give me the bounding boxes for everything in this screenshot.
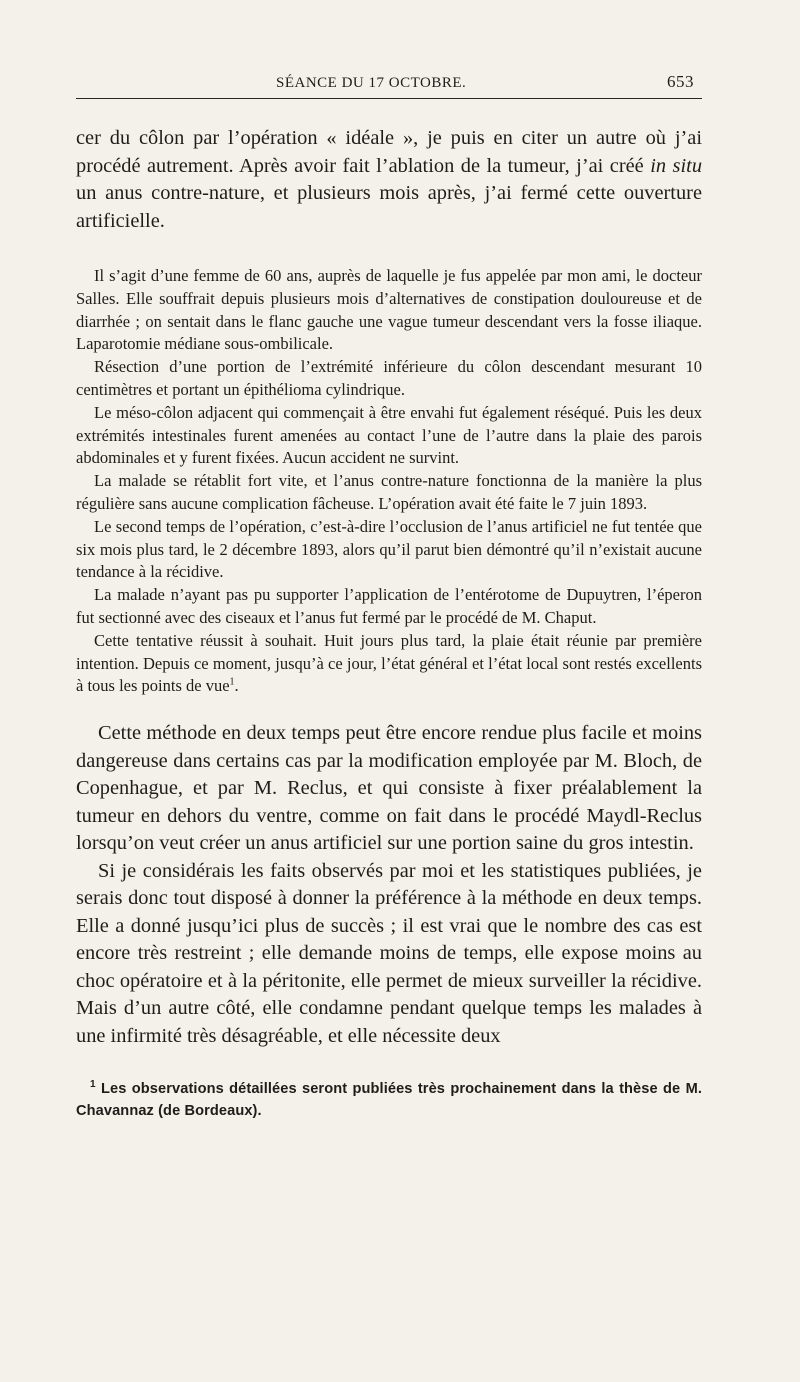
page — [76, 72, 702, 1122]
discussion-paragraph: Cette méthode en deux temps peut être encore rendue plus facile et moins dangereuse dans certains cas par la modification employée par M. Bloch, de Copenhague, et par M. Reclus, et qui consiste à fixer préalablement la tumeur en dehors du ventre, comme on fait dans le procédé Maydl-Reclus lorsqu’on veut créer un anus artificiel sur une portion saine du gros intestin. — [76, 722, 702, 855]
case-paragraph: Le second temps de l’opération, c’est-à-dire l’occlusion de l’anus artificiel ne fut tentée que six mois plus tard, le 2 décembre 1893, alors qu’il parut bien démontré qu’il n’existait aucune tendance à la récidive. — [76, 516, 702, 582]
footnote-ref[interactable]: 1 — [229, 676, 235, 688]
intro-text-1: cer du côlon par l’opération « idéale », je puis en citer un autre où j’ai procédé autrement. Après avoir fait l’ablation de la tumeur, j’ai créé — [76, 127, 702, 177]
case-paragraph: Le méso-côlon adjacent qui commençait à être envahi fut également réséqué. Puis les deux extrémités intestinales furent amenées au contact l’une de l’autre dans la plaie des parois abdominales et y furent fixées. Aucun accident ne survint. — [76, 402, 702, 468]
case-paragraph: Résection d’une portion de l’extrémité inférieure du côlon descendant mesurant 10 centimètres et portant un épithélioma cylindrique. — [76, 357, 702, 399]
case-report — [76, 265, 702, 698]
case-paragraph: La malade se rétablit fort vite, et l’anus contre-nature fonctionna de la manière la plus régulière sans aucune complication fâcheuse. L’opération avait été faite le 7 juin 1893. — [76, 471, 702, 513]
footnote-marker: 1 — [90, 1079, 96, 1091]
page-number: 653 — [667, 72, 694, 91]
case-last-text: Cette tentative réussit à souhait. Huit jours plus tard, la plaie était réunie par première intention. Depuis ce moment, jusqu’à ce jour, l’état général et l’état local sont restés excellents à tous les points de vue — [76, 630, 702, 696]
discussion — [76, 720, 702, 1050]
intro-italic: in situ — [650, 154, 703, 177]
intro-paragraph — [76, 125, 702, 235]
case-paragraph: Il s’agit d’une femme de 60 ans, auprès de laquelle je fus appelée par mon ami, le docteur Salles. Elle souffrait depuis plusieurs mois d’alternatives de constipation douloureuse et de diarrhée ; on sentait dans le flanc gauche une vague tumeur descendant vers la fosse iliaque. Laparotomie médiane sous-ombilicale. — [76, 266, 702, 354]
running-title: SÉANCE DU 17 OCTOBRE. — [276, 75, 467, 91]
footnote-text: Les observations détaillées seront publiées très prochainement dans la thèse de M. Chavannaz (de Bordeaux). — [76, 1081, 702, 1120]
case-paragraph: La malade n’ayant pas pu supporter l’application de l’entérotome de Dupuytren, l’éperon fut sectionné avec des ciseaux et l’anus fut fermé par le procédé de M. Chaput. — [76, 585, 702, 627]
discussion-paragraph: Si je considérais les faits observés par moi et les statistiques publiées, je serais donc tout disposé à donner la préférence à la méthode en deux temps. Elle a donné jusqu’ici plus de succès ; il est vrai que le nombre des cas est encore très restreint ; elle demande moins de temps, elle expose moins au choc opératoire et à la péritonite, elle permet de mieux surveiller la récidive. Mais d’un autre côté, elle condamne pendant quelque temps les malades à une infirmité très désagréable, et elle nécessite deux — [76, 859, 702, 1047]
intro-text-2: un anus contre-nature, et plusieurs mois après, j’ai fermé cette ouverture artificielle. — [76, 182, 702, 232]
footnote — [76, 1078, 702, 1122]
running-header — [76, 72, 702, 98]
case-paragraph-last — [76, 630, 702, 698]
case-last-end: . — [234, 676, 239, 696]
